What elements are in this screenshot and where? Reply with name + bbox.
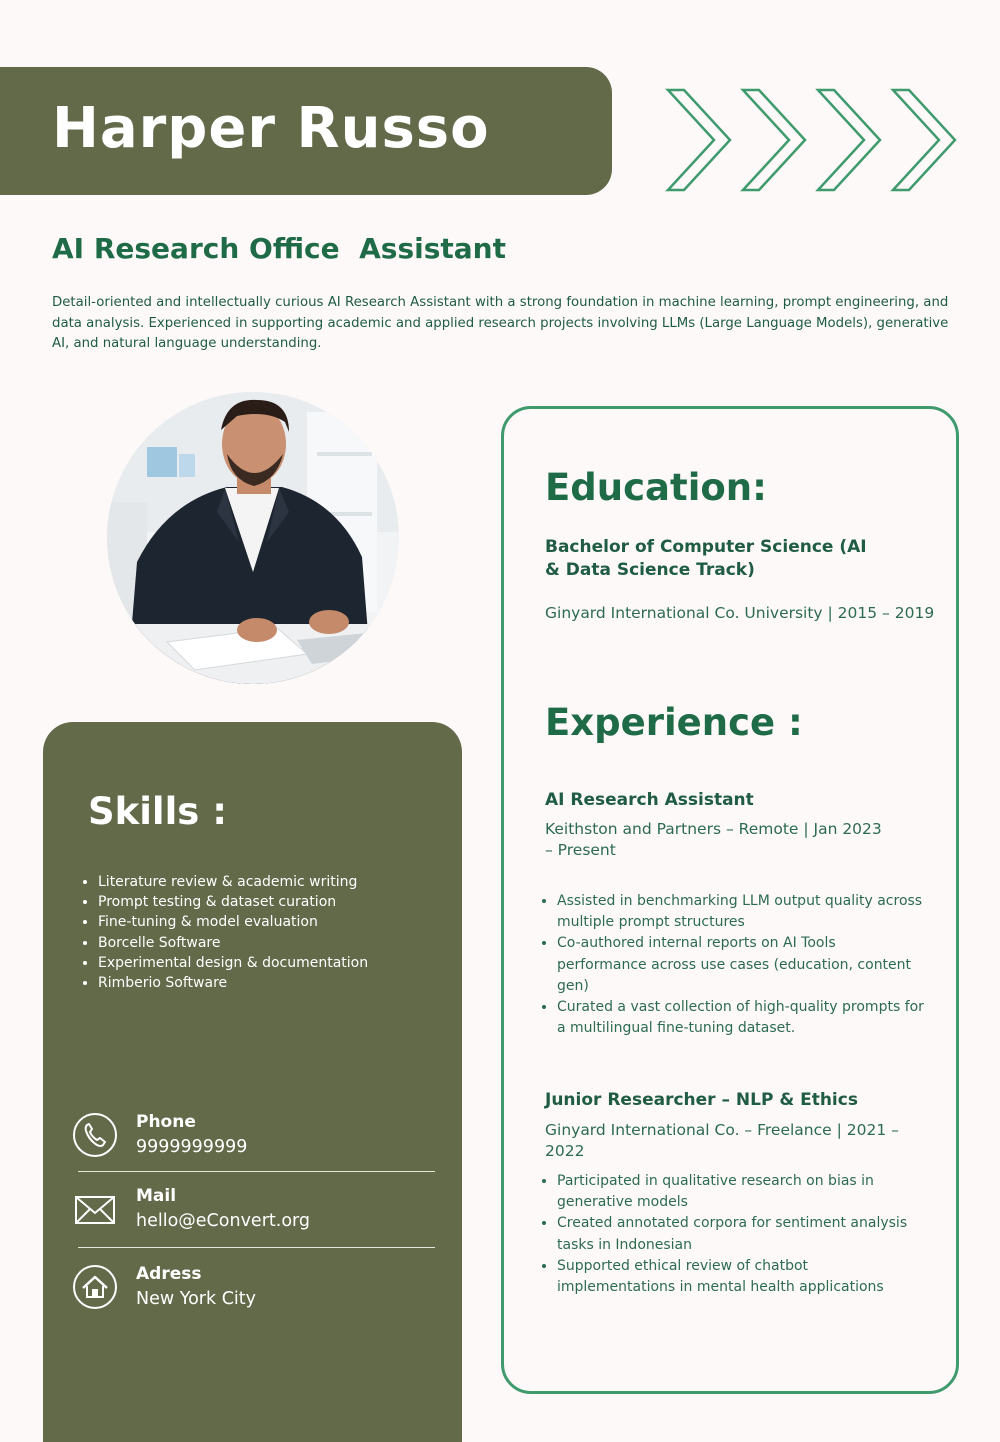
skills-list: [80, 872, 368, 993]
job-bullet: • Assisted in benchmarking LLM output quality across multiple prompt structures: [557, 891, 927, 933]
contact-divider: [78, 1247, 435, 1248]
contact-phone: [72, 1112, 452, 1172]
job-title-1: AI Research Assistant: [545, 790, 754, 810]
skill-item: • Borcelle Software: [98, 933, 368, 953]
job-bullet: • Curated a vast collection of high-quality prompts for a multilingual fine-tuning dataset.: [557, 997, 927, 1039]
job-bullet: • Participated in qualitative research on bias in generative models: [557, 1171, 927, 1213]
job-meta-1: Keithston and Partners – Remote | Jan 2023 – Present: [545, 820, 882, 859]
experience-heading: Experience :: [545, 701, 803, 744]
chevron-right-icon: [818, 90, 880, 190]
job-bullets-2: [539, 1171, 927, 1298]
contact-divider: [78, 1171, 435, 1172]
chevrons-decoration: [660, 86, 970, 196]
chevron-right-icon: [893, 90, 955, 190]
phone-icon: [72, 1112, 118, 1158]
degree-title: Bachelor of Computer Science (AI & Data Science Track): [545, 537, 867, 580]
job-bullet: • Created annotated corpora for sentiment analysis tasks in Indonesian: [557, 1213, 927, 1255]
skill-item: • Prompt testing & dataset curation: [98, 892, 368, 912]
candidate-name: Harper Russo: [52, 96, 490, 161]
summary-paragraph: Detail-oriented and intellectually curious AI Research Assistant with a strong foundation in machine learning, prompt engineering, and data analysis. Experienced in supporting academic and applied research projects involving LLMs (Large Language Models), generative AI, and natural language understanding.: [52, 295, 949, 351]
address-label: Adress: [136, 1264, 202, 1284]
skill-item: • Literature review & academic writing: [98, 872, 368, 892]
skill-item: • Fine-tuning & model evaluation: [98, 912, 368, 932]
job-bullet: • Co-authored internal reports on AI Tools performance across use cases (education, content gen): [557, 933, 927, 997]
chevron-right-icon: [668, 90, 730, 190]
skills-heading: Skills :: [88, 790, 228, 833]
job-title: AI Research Office Assistant: [52, 232, 507, 265]
address-value: New York City: [136, 1289, 256, 1309]
contact-mail: [72, 1186, 452, 1246]
chevron-right-icon: [743, 90, 805, 190]
phone-label: Phone: [136, 1112, 196, 1132]
skill-item: • Rimberio Software: [98, 973, 368, 993]
mail-label: Mail: [136, 1186, 177, 1206]
school-line: Ginyard International Co. University | 2015 – 2019: [545, 604, 935, 622]
education-heading: Education:: [545, 466, 767, 509]
envelope-icon: [72, 1186, 118, 1232]
job-title-2: Junior Researcher – NLP & Ethics: [545, 1090, 858, 1110]
job-meta-2: Ginyard International Co. – Freelance | 2021 – 2022: [545, 1121, 899, 1160]
job-bullet: • Supported ethical review of chatbot implementations in mental health applications: [557, 1256, 927, 1298]
contact-address: [72, 1264, 452, 1324]
home-icon: [72, 1264, 118, 1310]
profile-photo: [107, 392, 399, 684]
phone-value[interactable]: 9999999999: [136, 1137, 248, 1157]
skill-item: • Experimental design & documentation: [98, 953, 368, 973]
mail-value[interactable]: hello@eConvert.org: [136, 1211, 311, 1231]
job-bullets-1: [539, 891, 927, 1039]
